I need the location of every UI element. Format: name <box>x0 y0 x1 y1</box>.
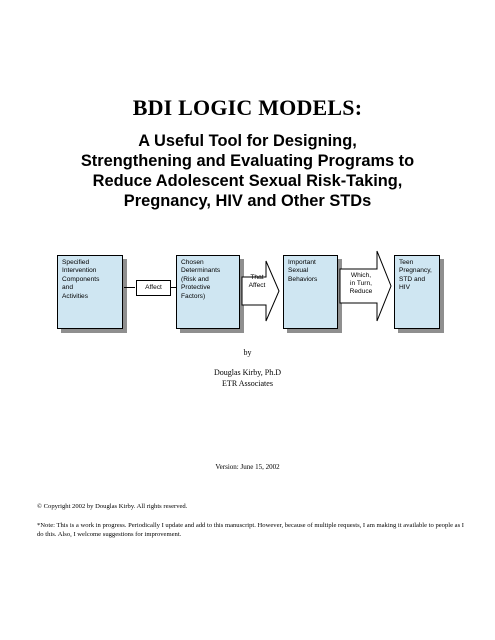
connector-label: in Turn, <box>350 280 372 288</box>
document-subtitle <box>40 131 455 211</box>
box-text: Activities <box>62 292 89 300</box>
note-text: *Note: This is a work in progress. Periodically I update and add to this manuscript. However, because of multiple requests, I am making it available to people as I do this. Also, I welcome suggestions for improvement. <box>37 522 464 538</box>
subtitle-line: Reduce Adolescent Sexual Risk-Taking, <box>92 172 403 190</box>
byline-by: by <box>243 348 252 357</box>
version-text: Version: June 15, 2002 <box>215 463 280 471</box>
subtitle-line: A Useful Tool for Designing, <box>138 132 357 150</box>
subtitle-line: Strengthening and Evaluating Programs to <box>80 152 415 170</box>
box-text: Pregnancy, <box>399 267 432 275</box>
box-sexual-behaviors <box>283 255 338 329</box>
box-text: Teen <box>399 259 414 266</box>
box-text: (Risk and <box>181 275 209 283</box>
document-title: BDI LOGIC MODELS: <box>132 95 363 120</box>
box-text: Specified <box>62 259 90 266</box>
connector-that-affect <box>244 274 270 290</box>
box-chosen-determinants <box>176 255 240 329</box>
box-text: Determinants <box>181 267 221 275</box>
connector-which-reduce <box>342 272 380 297</box>
connector-label: Affect <box>145 284 162 291</box>
box-text: STD and <box>399 275 426 283</box>
box-text: Intervention <box>62 267 97 275</box>
author-organization: ETR Associates <box>222 379 273 388</box>
arrow-right-icon <box>242 260 280 322</box>
box-text: Behaviors <box>288 275 318 283</box>
box-text: Chosen <box>181 259 204 266</box>
author-name: Douglas Kirby, Ph.D <box>213 368 282 377</box>
box-text: Sexual <box>288 267 309 275</box>
box-intervention-components <box>57 255 123 329</box>
box-text: Protective <box>181 284 211 292</box>
connector-label: Reduce <box>349 288 373 296</box>
box-text: and <box>62 284 74 292</box>
arrow-connector-icon <box>124 283 176 295</box>
subtitle-line: Pregnancy, HIV and Other STDs <box>123 192 372 210</box>
box-text: Important <box>288 259 316 266</box>
box-teen-pregnancy <box>394 255 440 329</box>
box-text: Components <box>62 275 100 283</box>
copyright-text: © Copyright 2002 by Douglas Kirby. All rights reserved. <box>37 503 188 510</box>
box-text: HIV <box>399 284 410 292</box>
connector-label: Affect <box>248 282 266 290</box>
box-text: Factors) <box>181 292 206 300</box>
connector-label: That <box>250 274 264 281</box>
connector-label: Which, <box>350 272 372 279</box>
